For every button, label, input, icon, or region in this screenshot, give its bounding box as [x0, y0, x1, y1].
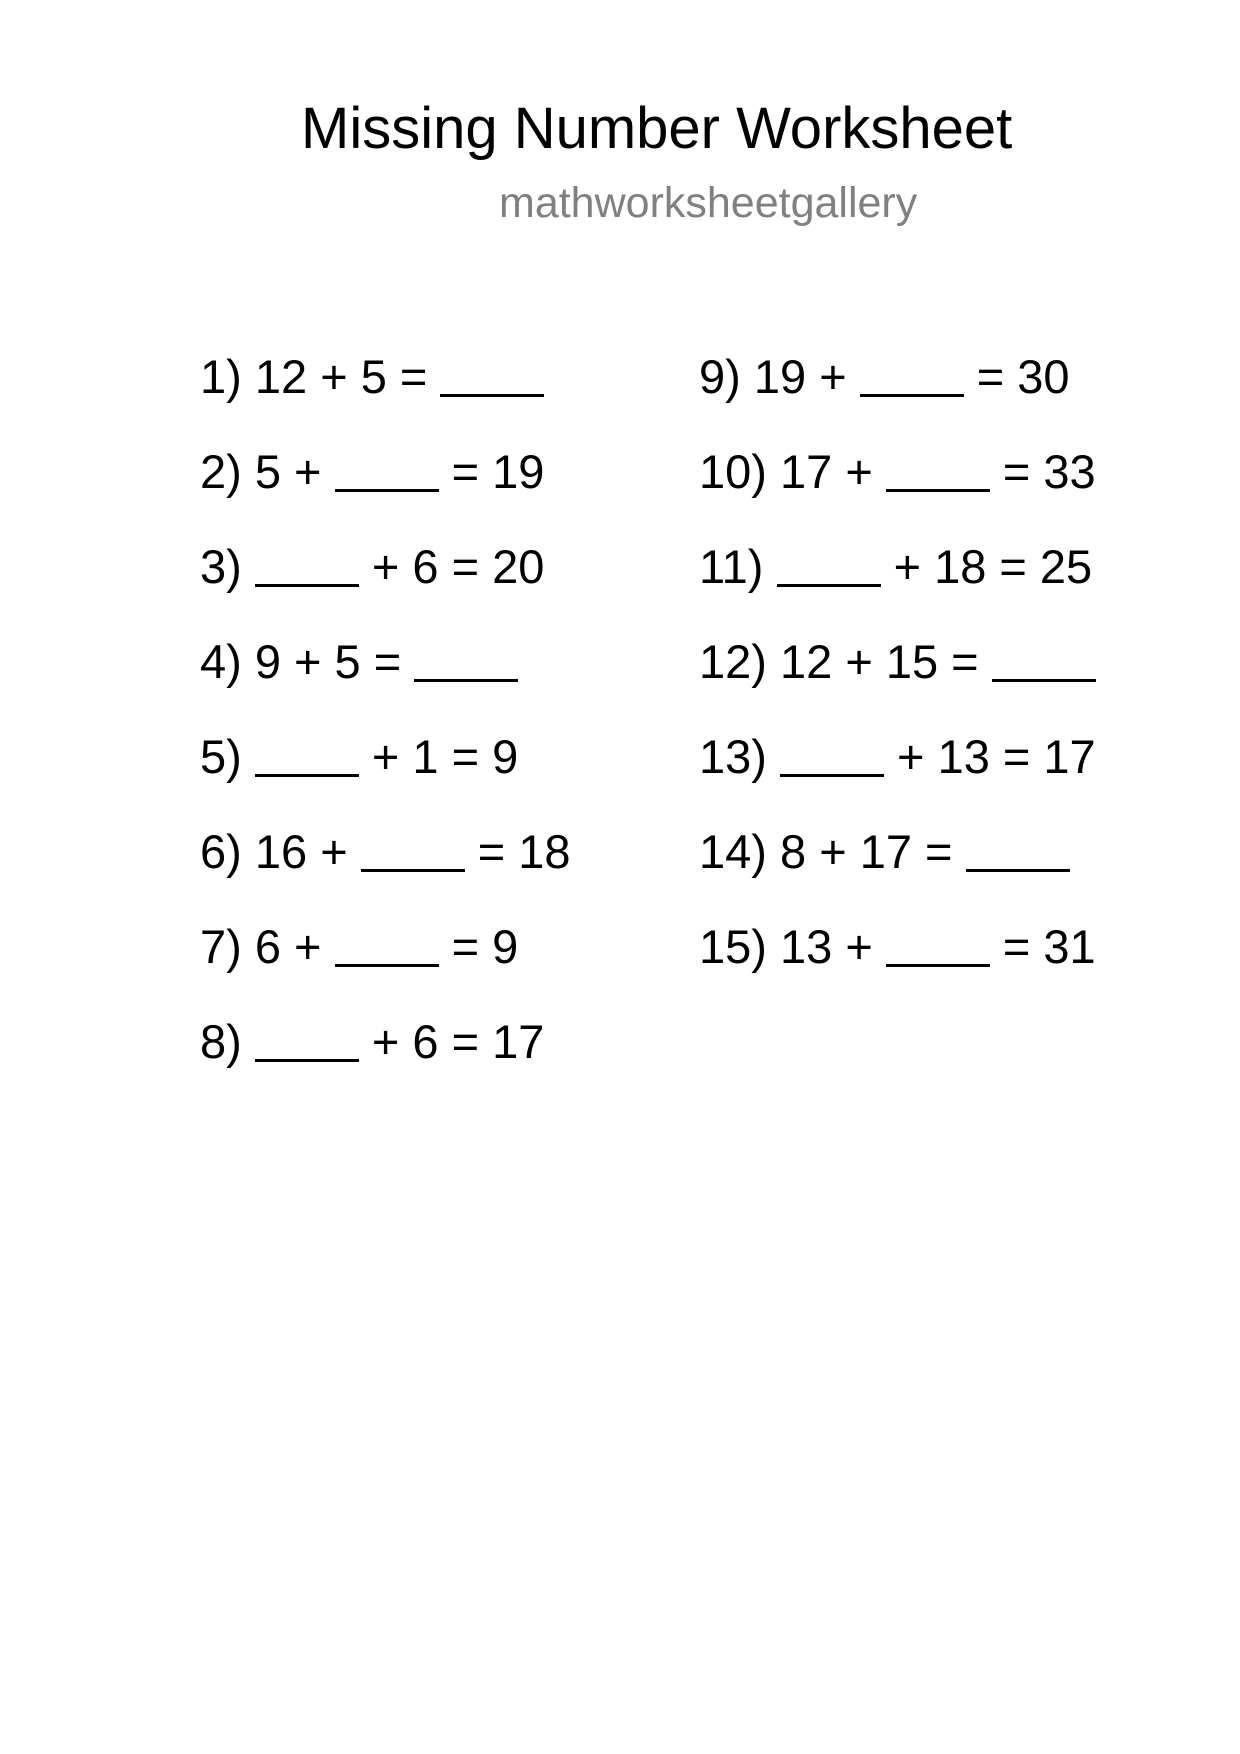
- problem-expression-after: = 33: [989, 445, 1096, 498]
- problem-11: [699, 540, 1096, 635]
- answer-blank[interactable]: [335, 489, 439, 492]
- answer-blank[interactable]: [992, 679, 1096, 682]
- problem-number: 6): [200, 825, 242, 878]
- problem-number: 7): [200, 920, 242, 973]
- problem-expression-after: + 18 = 25: [880, 540, 1093, 593]
- problem-expression-after: = 19: [438, 445, 545, 498]
- problem-expression-before: 8 + 17 =: [780, 825, 966, 878]
- answer-blank[interactable]: [361, 869, 465, 872]
- problem-expression-before: 12 + 15 =: [780, 635, 992, 688]
- problem-expression-after: + 13 = 17: [884, 730, 1096, 783]
- problem-expression-after: + 6 = 20: [358, 540, 545, 593]
- problem-expression-after: = 18: [464, 825, 571, 878]
- answer-blank[interactable]: [886, 489, 990, 492]
- problem-number: 14): [699, 825, 767, 878]
- problem-number: 2): [200, 445, 242, 498]
- problem-expression-before: 9 + 5 =: [254, 635, 415, 688]
- answer-blank[interactable]: [777, 584, 881, 587]
- answer-blank[interactable]: [255, 584, 359, 587]
- problem-expression-before: 6 +: [254, 920, 335, 973]
- problem-number: 11): [699, 540, 764, 593]
- problem-12: [699, 635, 1096, 730]
- problem-number: 10): [699, 445, 767, 498]
- problem-number: 13): [699, 730, 767, 783]
- answer-blank[interactable]: [255, 1059, 359, 1062]
- problem-10: [699, 445, 1096, 540]
- problem-expression-after: = 30: [963, 350, 1070, 403]
- problem-8: [200, 1015, 571, 1110]
- problem-number: 15): [699, 920, 767, 973]
- answer-blank[interactable]: [255, 774, 359, 777]
- problem-expression-before: 13 +: [780, 920, 886, 973]
- answer-blank[interactable]: [966, 869, 1070, 872]
- problem-6: [200, 825, 571, 920]
- problems-column-right: [699, 350, 1096, 1015]
- problem-number: 5): [200, 730, 242, 783]
- problem-3: [200, 540, 571, 635]
- problem-expression-after: + 1 = 9: [358, 730, 519, 783]
- problem-4: [200, 635, 571, 730]
- problem-expression-after: + 6 = 17: [358, 1015, 545, 1068]
- problem-13: [699, 730, 1096, 825]
- problem-expression-after: = 9: [438, 920, 519, 973]
- problem-expression-after: = 31: [989, 920, 1096, 973]
- worksheet-title: Missing Number Worksheet: [301, 96, 1013, 161]
- answer-blank[interactable]: [780, 774, 884, 777]
- problem-number: 8): [200, 1015, 242, 1068]
- problems-column-left: [200, 350, 571, 1110]
- problem-number: 9): [699, 350, 741, 403]
- problem-expression-before: 5 +: [254, 445, 335, 498]
- problem-number: 4): [200, 635, 242, 688]
- problem-1: [200, 350, 571, 445]
- problem-number: 1): [200, 350, 242, 403]
- problem-number: 12): [699, 635, 767, 688]
- answer-blank[interactable]: [414, 679, 518, 682]
- problem-number: 3): [200, 540, 242, 593]
- answer-blank[interactable]: [440, 394, 544, 397]
- problem-7: [200, 920, 571, 1015]
- problem-2: [200, 445, 571, 540]
- problem-expression-before: 19 +: [753, 350, 860, 403]
- problem-expression-before: 12 + 5 =: [254, 350, 441, 403]
- problem-14: [699, 825, 1096, 920]
- problem-expression-before: 16 +: [254, 825, 361, 878]
- answer-blank[interactable]: [860, 394, 964, 397]
- answer-blank[interactable]: [335, 964, 439, 967]
- problem-expression-before: 17 +: [780, 445, 886, 498]
- problem-5: [200, 730, 571, 825]
- problem-15: [699, 920, 1096, 1015]
- problem-9: [699, 350, 1096, 445]
- answer-blank[interactable]: [886, 964, 990, 967]
- worksheet-source: mathworksheetgallery: [499, 179, 918, 227]
